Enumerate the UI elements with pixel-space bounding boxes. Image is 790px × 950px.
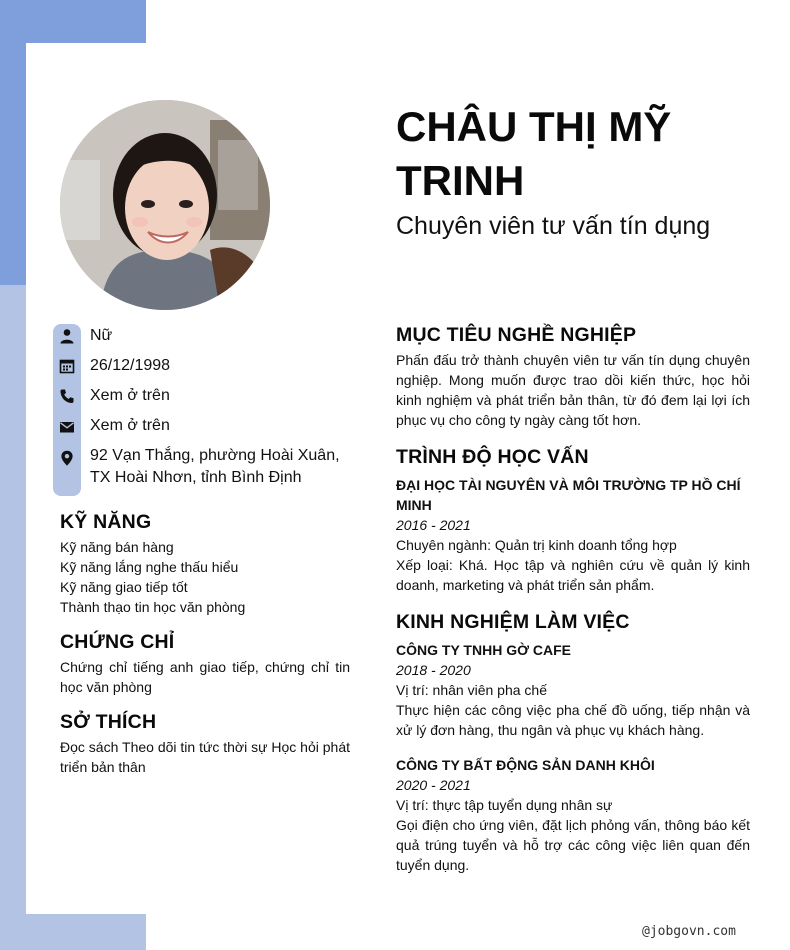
job-company: CÔNG TY TNHH GỜ CAFE [396, 642, 572, 658]
candidate-title: Chuyên viên tư vấn tín dụng [396, 212, 711, 240]
contact-phone: Xem ở trên [90, 387, 170, 404]
hobbies-heading: SỞ THÍCH [60, 711, 157, 733]
list-item: Thành thạo tin học văn phòng [60, 599, 246, 615]
job-description: Thực hiện các công việc pha chế đồ uống, tiếp nhận và xử lý đơn hàng, thu ngân và phục vụ khách hàng. [396, 702, 750, 738]
contact-icon-bar [53, 324, 81, 496]
objective-text: Phấn đấu trở thành chuyên viên tư vấn tín dụng chuyên nghiệp. Mong muốn được trao dồi kiến thức, học hỏi kinh nghiệm và phát triển bản thân, từ đó đem lại lợi ích phục vụ cho công ty ngày càng tốt hơn. [396, 352, 750, 428]
job-company: CÔNG TY BẤT ĐỘNG SẢN DANH KHÔI [396, 757, 655, 773]
job-description: Gọi điện cho ứng viên, đặt lịch phỏng vấn, thông báo kết quả trúng tuyển và hỗ trợ các công việc liên quan đến tuyển dụng. [396, 817, 750, 873]
objective-heading: MỤC TIÊU NGHỀ NGHIỆP [396, 324, 637, 346]
education-heading: TRÌNH ĐỘ HỌC VẤN [396, 446, 589, 468]
education-school: ĐẠI HỌC TÀI NGUYÊN VÀ MÔI TRƯỜNG TP HỒ CHÍ MINH [396, 477, 741, 513]
certificates-text: Chứng chỉ tiếng anh giao tiếp, chứng chỉ tin học văn phòng [60, 659, 350, 695]
list-item: Kỹ năng giao tiếp tốt [60, 579, 188, 595]
experience-heading: KINH NGHIỆM LÀM VIỆC [396, 611, 630, 633]
location-pin-icon [58, 449, 76, 467]
list-item: Kỹ năng lắng nghe thấu hiểu [60, 559, 239, 575]
hobbies-text: Đọc sách Theo dõi tin tức thời sự Học hỏi phát triển bản thân [60, 739, 350, 775]
job-period: 2018 - 2020 [396, 662, 471, 678]
mail-icon [58, 418, 76, 436]
education-period: 2016 - 2021 [396, 517, 471, 533]
skills-heading: KỸ NĂNG [60, 511, 152, 533]
education-major: Chuyên ngành: Quản trị kinh doanh tổng hợp [396, 537, 677, 553]
user-icon [58, 327, 76, 345]
contact-address: 92 Vạn Thắng, phường Hoài Xuân, TX Hoài Nhơn, tỉnh Bình Định [90, 447, 340, 486]
profile-photo [60, 100, 270, 310]
job-position: Vị trí: nhân viên pha chế [396, 682, 547, 698]
watermark: @jobgovn.com [642, 924, 736, 939]
portrait-photo-icon [60, 100, 270, 310]
candidate-name: CHÂU THỊ MỸ TRINH [396, 103, 672, 204]
job-position: Vị trí: thực tập tuyển dụng nhân sự [396, 797, 613, 813]
list-item: Kỹ năng bán hàng [60, 539, 174, 555]
certificates-heading: CHỨNG CHỈ [60, 631, 175, 653]
education-grade: Xếp loại: Khá. Học tập và nghiên cứu về quản lý kinh doanh, marketing và phát triển sản phẩm. [396, 557, 750, 593]
job-period: 2020 - 2021 [396, 777, 471, 793]
contact-gender: Nữ [90, 327, 113, 344]
contact-birthday: 26/12/1998 [90, 357, 171, 374]
contact-email: Xem ở trên [90, 417, 170, 434]
phone-icon [58, 387, 76, 405]
calendar-icon [58, 357, 76, 375]
skills-list [60, 537, 352, 617]
